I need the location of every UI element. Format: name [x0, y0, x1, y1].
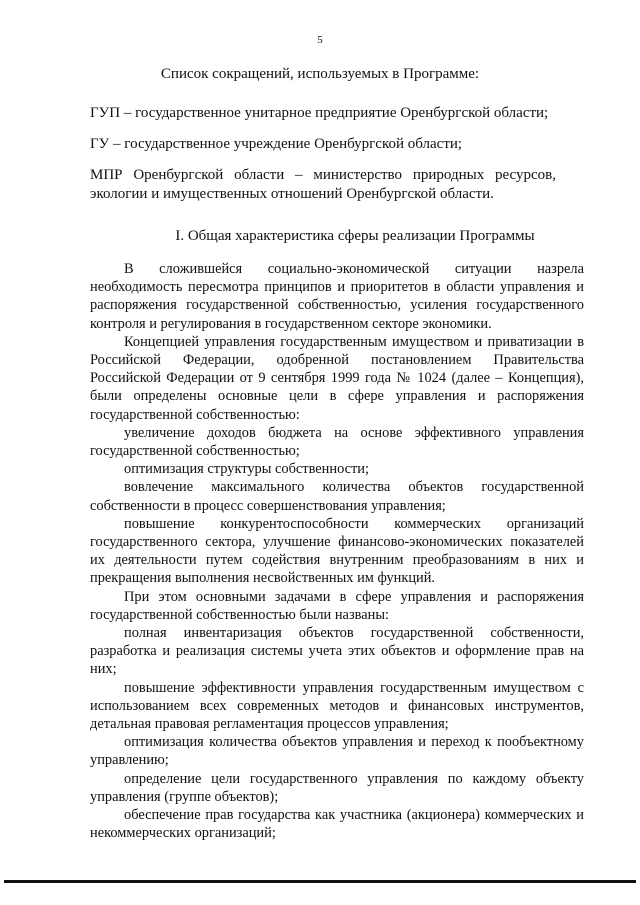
abbreviation-item: МПР Оренбургской области – министерство природных ресурсов, экологии и имущественных отношений Оренбургской области.	[90, 167, 556, 202]
abbreviation-item: ГУП – государственное унитарное предприятие Оренбургской области;	[90, 105, 549, 121]
paragraph: определение цели государственного управления по каждому объекту управления (группе объектов);	[90, 770, 584, 805]
section-body	[90, 260, 584, 843]
bottom-rule	[4, 880, 636, 883]
abbreviations-list	[90, 104, 556, 216]
paragraph: повышение эффективности управления государственным имуществом с использованием всех современных методов и финансовых инструментов, детальная правовая регламентация процессов управления;	[90, 679, 584, 733]
paragraph: вовлечение максимального количества объектов государственной собственности в процесс совершенствования управления;	[90, 479, 584, 514]
paragraph: Концепцией управления государственным имуществом и приватизации в Российской Федерации, одобренной постановлением Правительства Российской Федерации от 9 сентября 1999 года № 1024 (далее – Концепция), были определены основные цели в сфере управления и распоряжения государственной собственностью:	[90, 333, 584, 423]
paragraph: полная инвентаризация объектов государственной собственности, разработка и реализация системы учета этих объектов и оформление прав на них;	[90, 625, 584, 678]
abbreviations-title: Список сокращений, используемых в Программе:	[160, 66, 480, 82]
paragraph: При этом основными задачами в сфере управления и распоряжения государственной собственностью были названы:	[90, 588, 584, 623]
paragraph: обеспечение прав государства как участника (акционера) коммерческих и некоммерческих организаций;	[90, 807, 584, 842]
abbreviation-item: ГУ – государственное учреждение Оренбургской области;	[90, 136, 463, 152]
paragraph: оптимизация количества объектов управления и переход к пообъектному управлению;	[90, 734, 584, 769]
paragraph: В сложившейся социально-экономической ситуации назрела необходимость пересмотра принципов и приоритетов в области управления и распоряжения государственной собственностью, усиления государственного контроля и регулирования в государственном секторе экономики.	[90, 261, 584, 332]
paragraph: оптимизация структуры собственности;	[124, 461, 370, 478]
paragraph: повышение конкурентоспособности коммерческих организаций государственного сектора, улучшение финансово-экономических показателей их деятельности путем содействия внутренним преобразованиям в них и прекращения выполнения несвойственных им функций.	[90, 515, 584, 587]
page-number: 5	[317, 34, 323, 46]
paragraph: увеличение доходов бюджета на основе эффективного управления государственной собственностью;	[90, 424, 584, 460]
section-title: I. Общая характеристика сферы реализации Программы	[175, 228, 535, 244]
